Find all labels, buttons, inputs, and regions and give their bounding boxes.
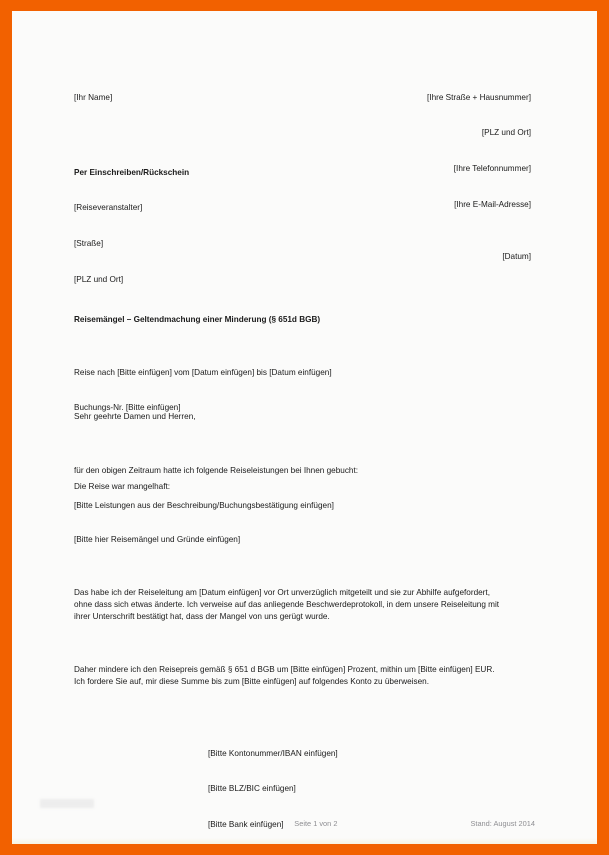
footer-revision-text: Stand: August 2014 [470, 818, 535, 828]
paragraph-notice: Das habe ich der Reiseleitung am [Datum einfügen] vor Ort unverzüglich mitgeteilt und sie zur Abhilfe aufgefordert, ohne dass sich etwas änderte. Ich verweise auf das anliegende Beschwerdeprotokoll, in dem unsere Reiseleitung mit ihrer Unterschrift bestätigt hat, dass der Mangel von uns gerügt wurde. [74, 588, 500, 621]
footer-revision [448, 806, 535, 842]
delivery-method: Per Einschreiben/Rückschein [74, 167, 190, 177]
recipient-company: [Reiseveranstalter] [74, 203, 143, 213]
booking-number: Buchungs-Nr. [Bitte einfügen] [74, 403, 181, 413]
sender-name-block [74, 68, 112, 127]
footer-page-text: Seite 1 von 2 [294, 818, 338, 828]
trip-dates: Reise nach [Bitte einfügen] vom [Datum einfügen] bis [Datum einfügen] [74, 367, 332, 377]
intro-line-booked-services: für den obigen Zeitraum hatte ich folgende Reiseleistungen bei Ihnen gebucht: [74, 465, 359, 475]
letter-text-layer [12, 11, 597, 844]
intro-line-services-placeholder: [Bitte Leistungen aus der Beschreibung/Buchungsbestätigung einfügen] [74, 501, 334, 511]
sender-phone: [Ihre Telefonnummer] [453, 164, 531, 174]
subject-line: Reisemängel – Geltendmachung einer Minderung (§ 651d BGB) [74, 315, 321, 324]
recipient-city: [PLZ und Ort] [74, 274, 124, 284]
defect-placeholder: [Bitte hier Reisemängel und Gründe einfügen] [74, 535, 241, 544]
salutation: Sehr geehrte Damen und Herren, [74, 412, 196, 421]
sender-name: [Ihr Name] [74, 92, 113, 102]
defect-heading: Die Reise war mangelhaft: [74, 482, 171, 491]
bank-name: [Bitte Bank einfügen] [208, 820, 284, 830]
recipient-street: [Straße] [74, 239, 104, 249]
document-page [12, 11, 597, 844]
bank-account-number: [Bitte Kontonummer/IBAN einfügen] [208, 748, 338, 758]
sender-address-block [427, 68, 531, 234]
letter-date: [Datum] [502, 252, 531, 261]
sender-street: [Ihre Straße + Hausnummer] [427, 92, 531, 102]
trip-reference-block [74, 343, 332, 438]
page-content-area [12, 11, 597, 844]
sender-email: [Ihre E-Mail-Adresse] [454, 199, 531, 209]
sender-city: [PLZ und Ort] [481, 128, 531, 138]
bank-blz-bic: [Bitte BLZ/BIC einfügen] [208, 784, 296, 794]
recipient-address-block [74, 143, 189, 309]
paragraph-reduction: Daher mindere ich den Reisepreis gemäß § 651 d BGB um [Bitte einfügen] Prozent, mithin um [Bitte einfügen] EUR. Ich fordere Sie auf, mir diese Summe bis zum [Bitte einfügen] auf folgendes Konto zu überweisen. [74, 665, 495, 686]
